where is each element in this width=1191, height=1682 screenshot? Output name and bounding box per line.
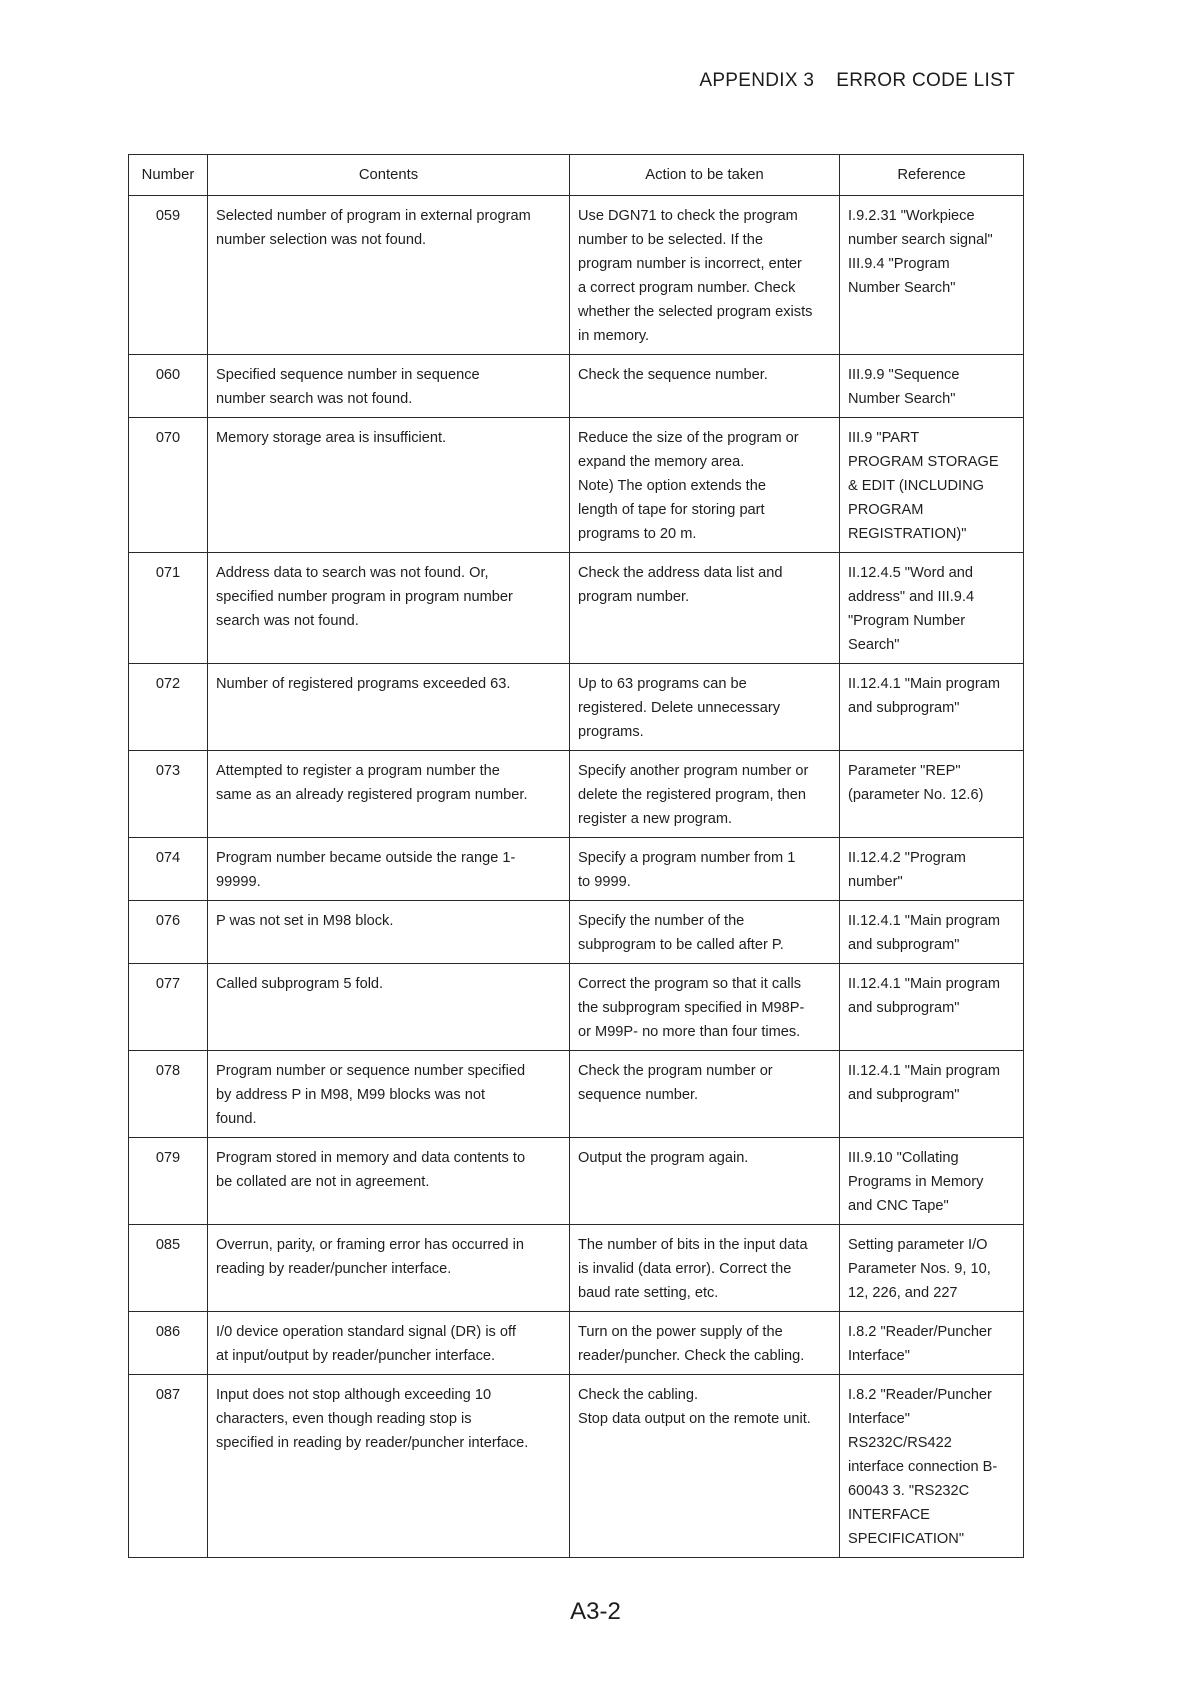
error-reference: I.9.2.31 "Workpiece number search signal" III.9.4 "Program Number Search" — [840, 196, 1024, 355]
table-header-row — [129, 155, 1024, 196]
table-row — [129, 838, 1024, 901]
error-contents: Program stored in memory and data contents to be collated are not in agreement. — [208, 1138, 570, 1225]
error-reference: II.12.4.1 "Main program and subprogram" — [840, 964, 1024, 1051]
error-action: Check the sequence number. — [570, 355, 840, 418]
appendix-label: APPENDIX 3 — [699, 70, 815, 91]
error-action: Correct the program so that it calls the subprogram specified in M98P- or M99P- no more than four times. — [570, 964, 840, 1051]
table-row — [129, 355, 1024, 418]
error-contents: Memory storage area is insufficient. — [208, 418, 570, 553]
table-row — [129, 1312, 1024, 1375]
table-row — [129, 196, 1024, 355]
error-action: Check the program number or sequence number. — [570, 1051, 840, 1138]
error-number: 059 — [129, 196, 208, 355]
table-row — [129, 751, 1024, 838]
error-contents: Attempted to register a program number the same as an already registered program number. — [208, 751, 570, 838]
page-header — [699, 70, 1015, 92]
error-contents: Input does not stop although exceeding 10 characters, even though reading stop is specified in reading by reader/puncher interface. — [208, 1375, 570, 1558]
error-number: 079 — [129, 1138, 208, 1225]
error-contents: Program number or sequence number specified by address P in M98, M99 blocks was not found. — [208, 1051, 570, 1138]
error-contents: Specified sequence number in sequence number search was not found. — [208, 355, 570, 418]
error-contents: Program number became outside the range 1- 99999. — [208, 838, 570, 901]
error-reference: III.9.10 "Collating Programs in Memory and CNC Tape" — [840, 1138, 1024, 1225]
error-number: 073 — [129, 751, 208, 838]
error-action: Specify another program number or delete the registered program, then register a new program. — [570, 751, 840, 838]
error-code-table — [128, 154, 1024, 1558]
error-action: Output the program again. — [570, 1138, 840, 1225]
error-reference: II.12.4.2 "Program number" — [840, 838, 1024, 901]
table-row — [129, 664, 1024, 751]
error-contents: Number of registered programs exceeded 63. — [208, 664, 570, 751]
error-contents: P was not set in M98 block. — [208, 901, 570, 964]
error-action: Up to 63 programs can be registered. Delete unnecessary programs. — [570, 664, 840, 751]
error-reference: Setting parameter I/O Parameter Nos. 9, 10, 12, 226, and 227 — [840, 1225, 1024, 1312]
page-number: A3-2 — [570, 1598, 621, 1625]
error-reference: I.8.2 "Reader/Puncher Interface" RS232C/RS422 interface connection B- 60043 3. "RS232C INTERFACE SPECIFICATION" — [840, 1375, 1024, 1558]
column-header-contents: Contents — [208, 155, 570, 196]
error-action: Specify a program number from 1 to 9999. — [570, 838, 840, 901]
table-row — [129, 901, 1024, 964]
error-action: Turn on the power supply of the reader/puncher. Check the cabling. — [570, 1312, 840, 1375]
error-contents: I/0 device operation standard signal (DR) is off at input/output by reader/puncher interface. — [208, 1312, 570, 1375]
error-number: 078 — [129, 1051, 208, 1138]
table-row — [129, 1225, 1024, 1312]
table-row — [129, 964, 1024, 1051]
error-reference: III.9.9 "Sequence Number Search" — [840, 355, 1024, 418]
error-contents: Selected number of program in external program number selection was not found. — [208, 196, 570, 355]
error-contents: Overrun, parity, or framing error has occurred in reading by reader/puncher interface. — [208, 1225, 570, 1312]
error-contents: Called subprogram 5 fold. — [208, 964, 570, 1051]
column-header-action: Action to be taken — [570, 155, 840, 196]
error-number: 070 — [129, 418, 208, 553]
table-row — [129, 1138, 1024, 1225]
error-action: Use DGN71 to check the program number to be selected. If the program number is incorrect, enter a correct program number. Check whether the selected program exists in memory. — [570, 196, 840, 355]
error-reference: II.12.4.1 "Main program and subprogram" — [840, 901, 1024, 964]
error-number: 074 — [129, 838, 208, 901]
table-row — [129, 1375, 1024, 1558]
error-action: Check the address data list and program number. — [570, 553, 840, 664]
error-number: 087 — [129, 1375, 208, 1558]
error-reference: II.12.4.5 "Word and address" and III.9.4 "Program Number Search" — [840, 553, 1024, 664]
error-contents: Address data to search was not found. Or, specified number program in program number search was not found. — [208, 553, 570, 664]
error-number: 086 — [129, 1312, 208, 1375]
error-reference: II.12.4.1 "Main program and subprogram" — [840, 1051, 1024, 1138]
header-title: ERROR CODE LIST — [836, 70, 1015, 91]
error-action: Specify the number of the subprogram to be called after P. — [570, 901, 840, 964]
error-action: Reduce the size of the program or expand the memory area. Note) The option extends the length of tape for storing part programs to 20 m. — [570, 418, 840, 553]
error-reference: II.12.4.1 "Main program and subprogram" — [840, 664, 1024, 751]
error-reference: III.9 "PART PROGRAM STORAGE & EDIT (INCLUDING PROGRAM REGISTRATION)" — [840, 418, 1024, 553]
error-action: Check the cabling. Stop data output on the remote unit. — [570, 1375, 840, 1558]
error-reference: I.8.2 "Reader/Puncher Interface" — [840, 1312, 1024, 1375]
error-number: 071 — [129, 553, 208, 664]
column-header-reference: Reference — [840, 155, 1024, 196]
error-number: 072 — [129, 664, 208, 751]
error-number: 077 — [129, 964, 208, 1051]
error-reference: Parameter "REP" (parameter No. 12.6) — [840, 751, 1024, 838]
column-header-number: Number — [129, 155, 208, 196]
error-number: 076 — [129, 901, 208, 964]
error-number: 085 — [129, 1225, 208, 1312]
table-body — [129, 196, 1024, 1558]
table-row — [129, 418, 1024, 553]
error-code-table-container — [128, 154, 1023, 1558]
table-row — [129, 553, 1024, 664]
error-number: 060 — [129, 355, 208, 418]
table-row — [129, 1051, 1024, 1138]
error-action: The number of bits in the input data is invalid (data error). Correct the baud rate setting, etc. — [570, 1225, 840, 1312]
